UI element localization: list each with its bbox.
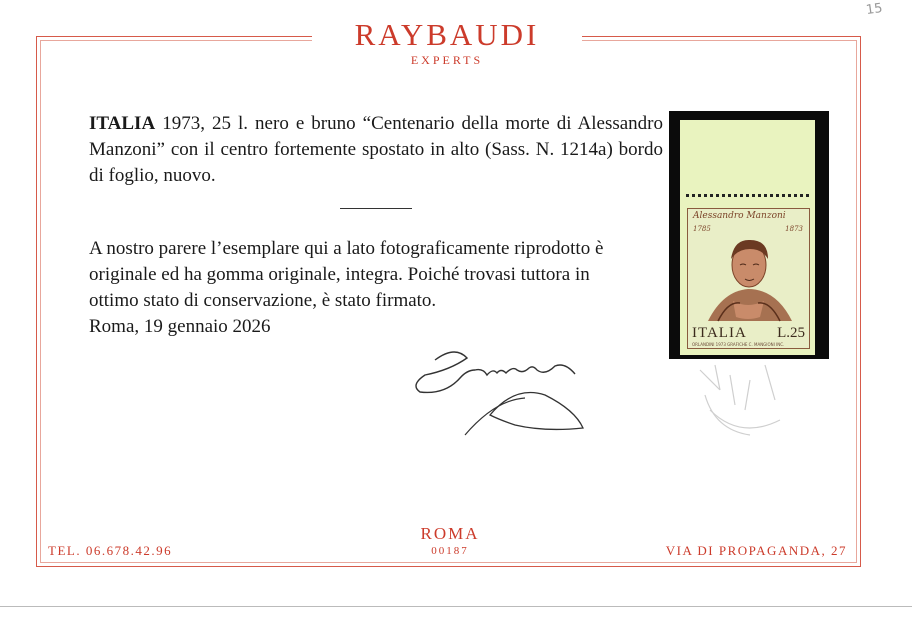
brand-subtitle: EXPERTS: [410, 53, 484, 67]
footer-phone: TEL. 06.678.42.96: [48, 543, 173, 558]
footer-address: VIA DI PROPAGANDA, 27: [665, 543, 847, 558]
stamp-paper: [680, 120, 815, 355]
stamp-description: [89, 111, 663, 189]
faint-handstamp: [690, 350, 810, 450]
footer-zip: 00187: [431, 545, 469, 557]
divider-line: [340, 208, 412, 209]
perforation-line: [686, 194, 809, 197]
scan-edge-line: [0, 606, 912, 607]
stamp-country: ITALIA: [692, 325, 747, 341]
stamp-year-birth: 1785: [693, 225, 711, 233]
pencil-note: 15: [865, 0, 884, 19]
opinion-line: A nostro parere l’esemplare qui a lato fotograficamente riprodotto è: [89, 238, 604, 259]
stamp-credit: ORLANDINI 1973 GRAFICHE C. MANGIONI INC.: [692, 342, 785, 347]
description-text: 1973, 25 l. nero e bruno “Centenario della morte di Alessandro Manzoni” con il centro fortemente spostato in alto (Sass. N. 1214a) bordo di foglio, nuovo.: [89, 113, 664, 186]
stamp-portrait-name: Alessandro Manzoni: [693, 211, 786, 221]
stamp-year-death: 1873: [785, 225, 803, 233]
letterhead: [312, 18, 582, 68]
place-date: Roma, 19 gennaio 2026: [89, 316, 271, 337]
stamp-photo: [669, 111, 829, 359]
stamp-value: L.25: [777, 325, 805, 341]
opinion-line: ottimo stato di conservazione, è stato firmato.: [89, 290, 437, 311]
opinion-line: originale ed ha gomma originale, integra. Poiché trovasi tuttora in: [89, 264, 590, 285]
footer-city: ROMA: [420, 524, 480, 543]
handwritten-signature: [405, 340, 595, 440]
brand-name: RAYBAUDI: [354, 17, 540, 52]
stamp-design: [687, 208, 810, 349]
description-country: ITALIA: [89, 113, 156, 134]
expert-opinion: [89, 236, 663, 314]
